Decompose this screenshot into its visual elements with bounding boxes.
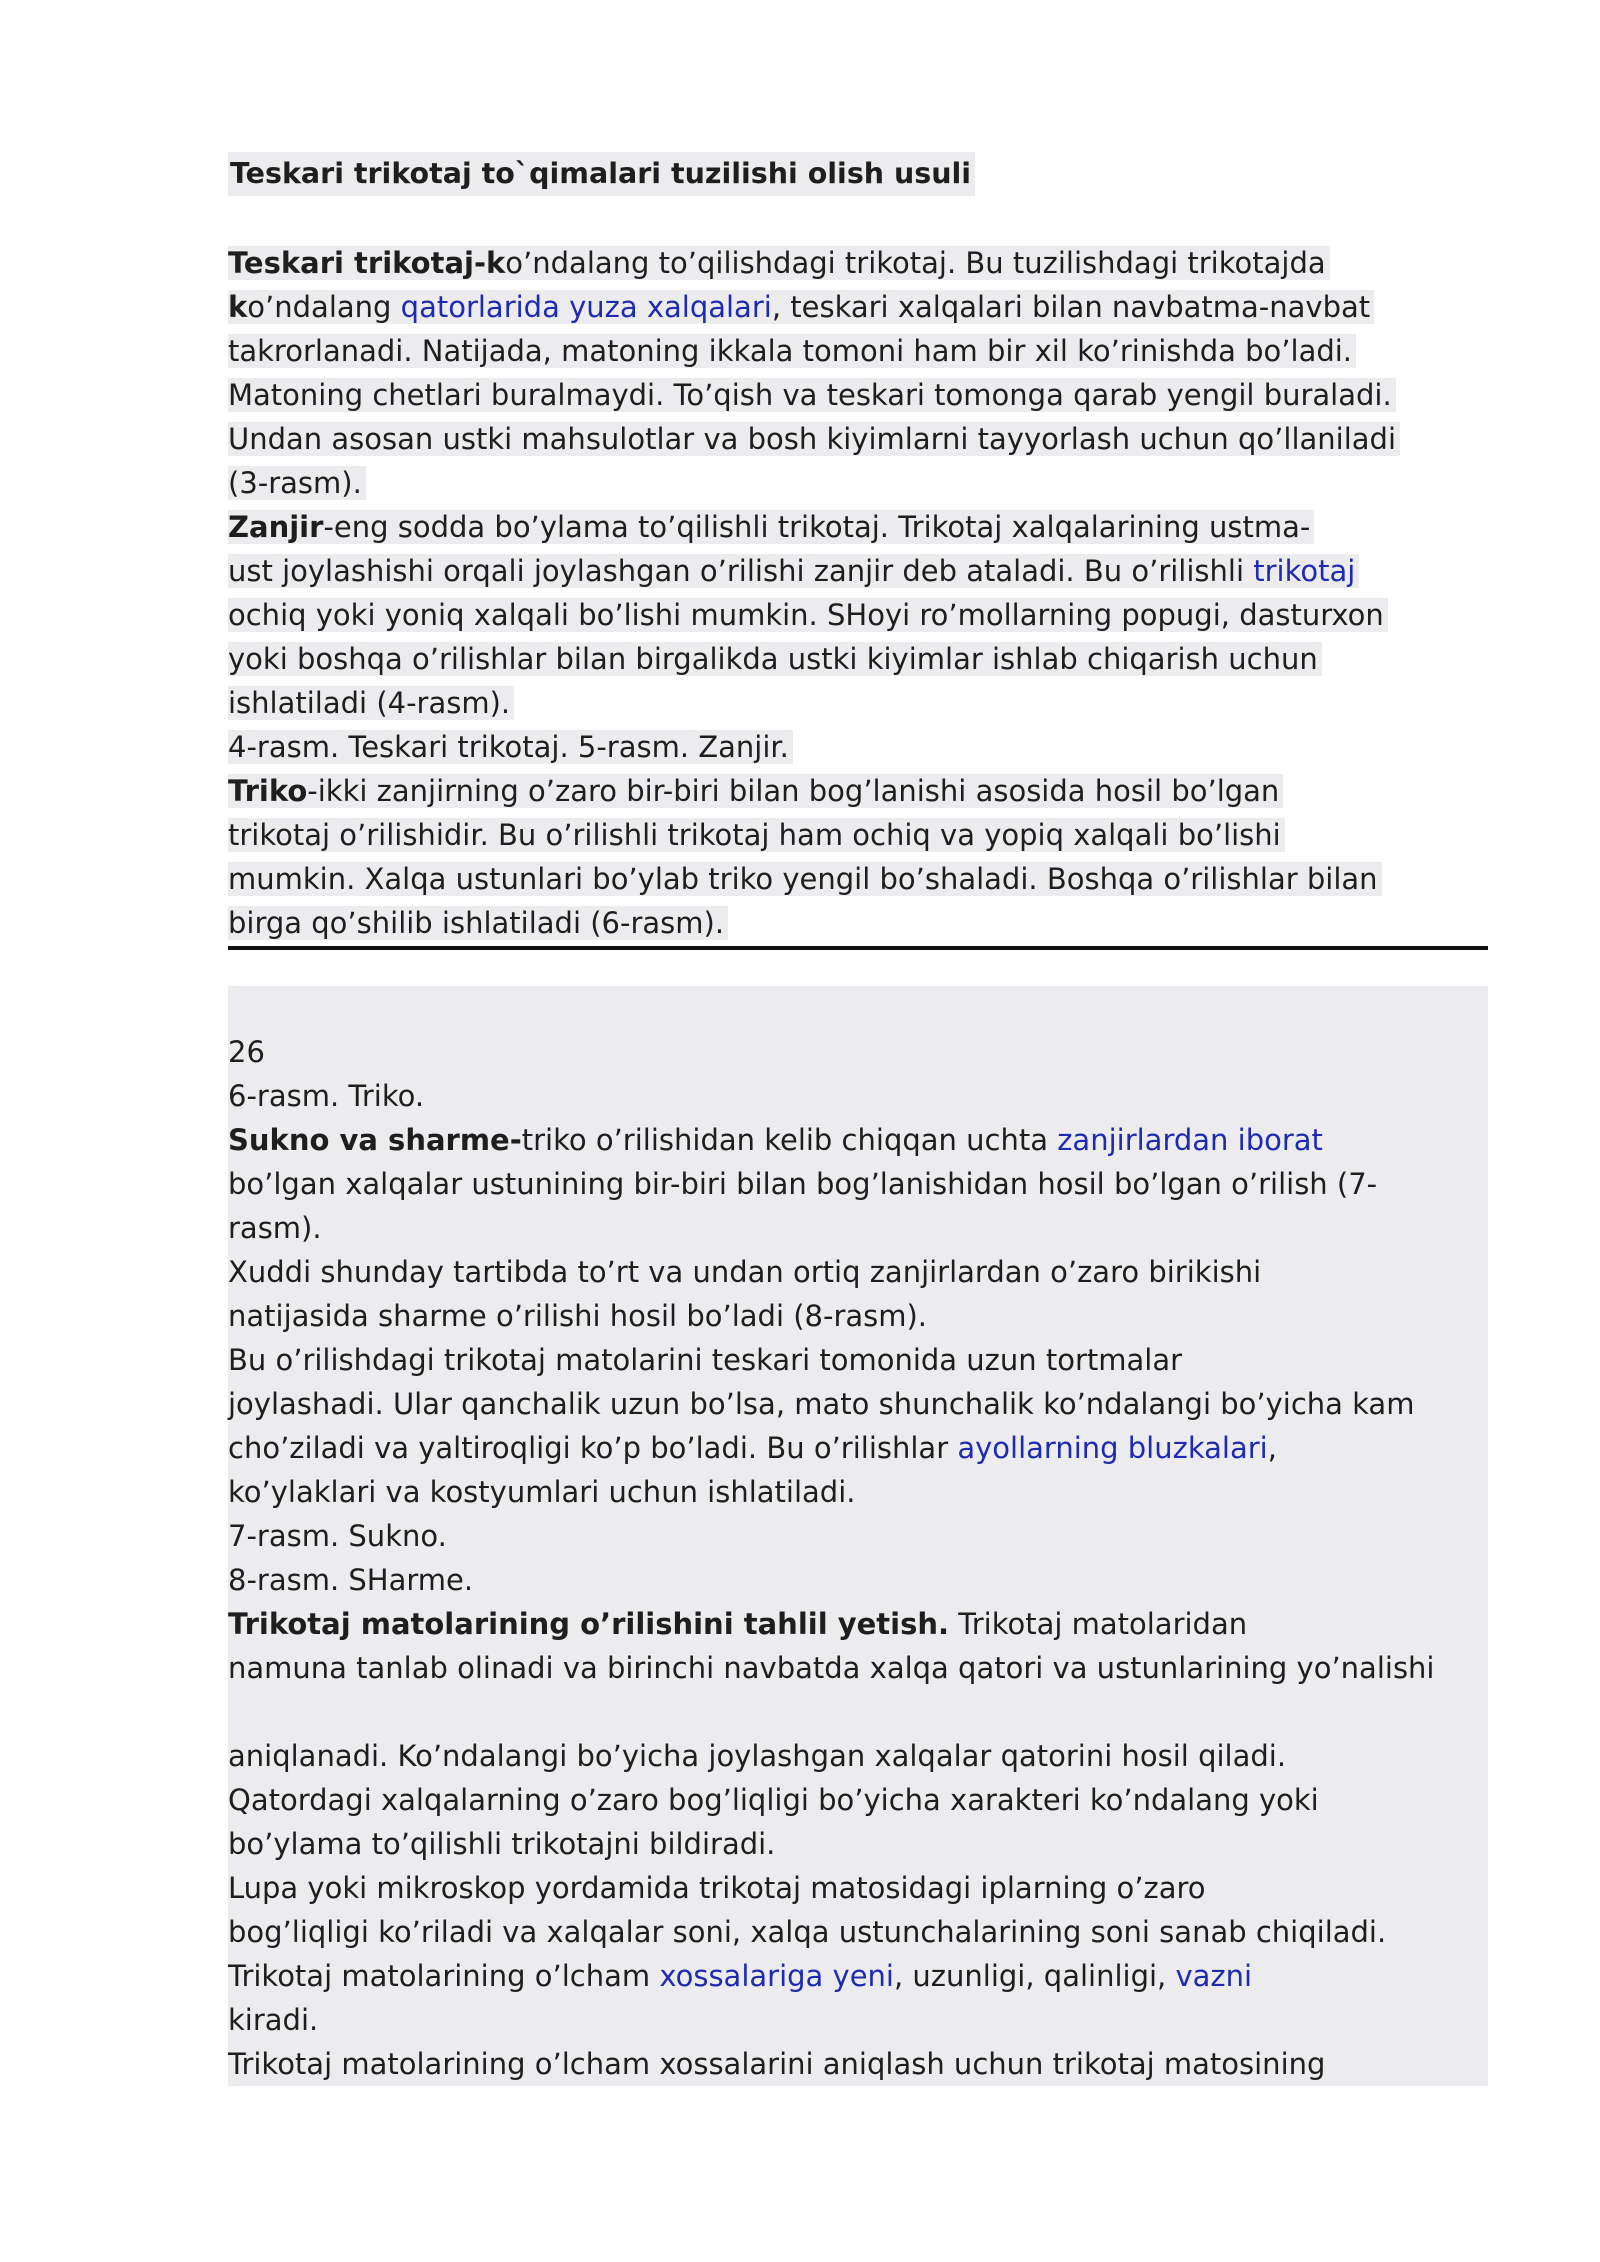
text: o’ndalang to’qilishdagi trikotaj. Bu tuzilishdagi trikotajda: [505, 246, 1326, 280]
paragraph-line: Lupa yoki mikroskop yordamida trikotaj matosidagi iplarning o’zaro: [228, 1871, 1206, 1905]
page-title: Teskari trikotaj to`qimalari tuzilishi olish usuli: [228, 152, 975, 196]
paragraph-line: yoki boshqa o’rilishlar bilan birgalikda ustki kiyimlar ishlab chiqarish uchun: [228, 637, 1322, 681]
text: Trikotaj matolaridan: [949, 1607, 1248, 1641]
paragraph-line: takrorlanadi. Natijada, matoning ikkala tomoni ham bir xil ko’rinishda bo’ladi.: [228, 329, 1356, 373]
paragraph-line: [228, 505, 1314, 549]
paragraph-line: namuna tanlab olinadi va birinchi navbatda xalqa qatori va ustunlarining yo’nalishi: [228, 1651, 1435, 1685]
horizontal-divider: [228, 946, 1488, 950]
paragraph-line: [228, 285, 1374, 329]
page-number: 26: [228, 1035, 265, 1069]
paragraph-line: Qatordagi xalqalarning o’zaro bog’liqligi bo’yicha xarakteri ko’ndalang yoki: [228, 1783, 1319, 1817]
text: , teskari xalqalari bilan navbatma-navbat: [771, 290, 1371, 324]
text: Trikotaj matolarining o’lcham: [228, 1959, 660, 1993]
paragraph-line: bo’ylama to’qilishli trikotajni bildiradi.: [228, 1827, 776, 1861]
paragraph-line: trikotaj o’rilishidir. Bu o’rilishli trikotaj ham ochiq va yopiq xalqali bo’lishi: [228, 813, 1285, 857]
text: cho’ziladi va yaltiroqligi ko’p bo’ladi. Bu o’rilishlar: [228, 1431, 958, 1465]
term-bold: Sukno va sharme-: [228, 1123, 522, 1157]
paragraph-line: rasm).: [228, 1211, 322, 1245]
link-vazni[interactable]: vazni: [1175, 1959, 1253, 1993]
paragraph-line: ko’ylaklari va kostyumlari uchun ishlatiladi.: [228, 1475, 856, 1509]
link-xossalariga[interactable]: xossalariga yeni: [659, 1959, 894, 1993]
term-bold: Zanjir: [228, 510, 324, 544]
link-zanjirlardan[interactable]: zanjirlardan iborat: [1057, 1123, 1323, 1157]
text: , uzunligi, qalinligi,: [893, 1959, 1176, 1993]
text: o’ndalang: [247, 290, 401, 324]
paragraph-line: [228, 1426, 1277, 1470]
link-ayollarning[interactable]: ayollarning bluzkalari: [957, 1431, 1268, 1465]
paragraph-line: natijasida sharme o’rilishi hosil bo’ladi (8-rasm).: [228, 1299, 928, 1333]
paragraph-line: [228, 1602, 1247, 1646]
term-bold: k: [228, 290, 248, 324]
text: ust joylashishi orqali joylashgan o’rilishi zanjir deb ataladi. Bu o’rilishli: [228, 554, 1254, 588]
link-trikotaj[interactable]: trikotaj: [1253, 554, 1356, 588]
term-bold: Trikotaj matolarining o’rilishini tahlil yetish.: [228, 1607, 950, 1641]
paragraph-line: bog’liqligi ko’riladi va xalqalar soni, xalqa ustunchalarining soni sanab chiqiladi.: [228, 1915, 1387, 1949]
paragraph-line: bo’lgan xalqalar ustunining bir-biri bilan bog’lanishidan hosil bo’lgan o’rilish (7-: [228, 1167, 1378, 1201]
paragraph-line: [228, 769, 1283, 813]
term-bold: Teskari trikotaj-k: [228, 246, 506, 280]
paragraph-line: Trikotaj matolarining o’lcham xossalarini aniqlash uchun trikotaj matosining: [228, 2047, 1326, 2081]
paragraph-line: 4-rasm. Teskari trikotaj. 5-rasm. Zanjir.: [228, 725, 793, 769]
paragraph-line: joylashadi. Ular qanchalik uzun bo’lsa, mato shunchalik ko’ndalangi bo’yicha kam: [228, 1387, 1415, 1421]
paragraph-line: kiradi.: [228, 2003, 319, 2037]
paragraph-line: ishlatiladi (4-rasm).: [228, 681, 514, 725]
paragraph-line: birga qo’shilib ishlatiladi (6-rasm).: [228, 901, 728, 945]
paragraph-line: Undan asosan ustki mahsulotlar va bosh kiyimlarni tayyorlash uchun qo’llaniladi: [228, 417, 1400, 461]
term-bold: Triko: [228, 774, 308, 808]
link-qatorlarida[interactable]: qatorlarida yuza xalqalari: [400, 290, 772, 324]
text: ,: [1267, 1431, 1277, 1465]
figure-caption: 7-rasm. Sukno.: [228, 1519, 447, 1553]
text: -ikki zanjirning o’zaro bir-biri bilan bog’lanishi asosida hosil bo’lgan: [307, 774, 1280, 808]
paragraph-line: mumkin. Xalqa ustunlari bo’ylab triko yengil bo’shaladi. Boshqa o’rilishlar bilan: [228, 857, 1382, 901]
paragraph-line: [228, 241, 1330, 285]
paragraph-line: Bu o’rilishdagi trikotaj matolarini teskari tomonida uzun tortmalar: [228, 1343, 1183, 1377]
paragraph-line: Matoning chetlari buralmaydi. To’qish va teskari tomonga qarab yengil buraladi.: [228, 373, 1396, 417]
paragraph-line: [228, 1954, 1252, 1998]
paragraph-line: [228, 549, 1359, 593]
text: -eng sodda bo’ylama to’qilishli trikotaj. Trikotaj xalqalarining ustma-: [323, 510, 1311, 544]
paragraph-line: (3-rasm).: [228, 461, 366, 505]
paragraph-line: aniqlanadi. Ko’ndalangi bo’yicha joylashgan xalqalar qatorini hosil qiladi.: [228, 1739, 1287, 1773]
paragraph-line: Xuddi shunday tartibda to’rt va undan ortiq zanjirlardan o’zaro birikishi: [228, 1255, 1262, 1289]
paragraph-line: [228, 1118, 1323, 1162]
figure-caption: 8-rasm. SHarme.: [228, 1563, 474, 1597]
figure-caption: 6-rasm. Triko.: [228, 1079, 425, 1113]
text: triko o’rilishidan kelib chiqqan uchta: [521, 1123, 1058, 1157]
paragraph-line: ochiq yoki yoniq xalqali bo’lishi mumkin. SHoyi ro’mollarning popugi, dasturxon: [228, 593, 1388, 637]
